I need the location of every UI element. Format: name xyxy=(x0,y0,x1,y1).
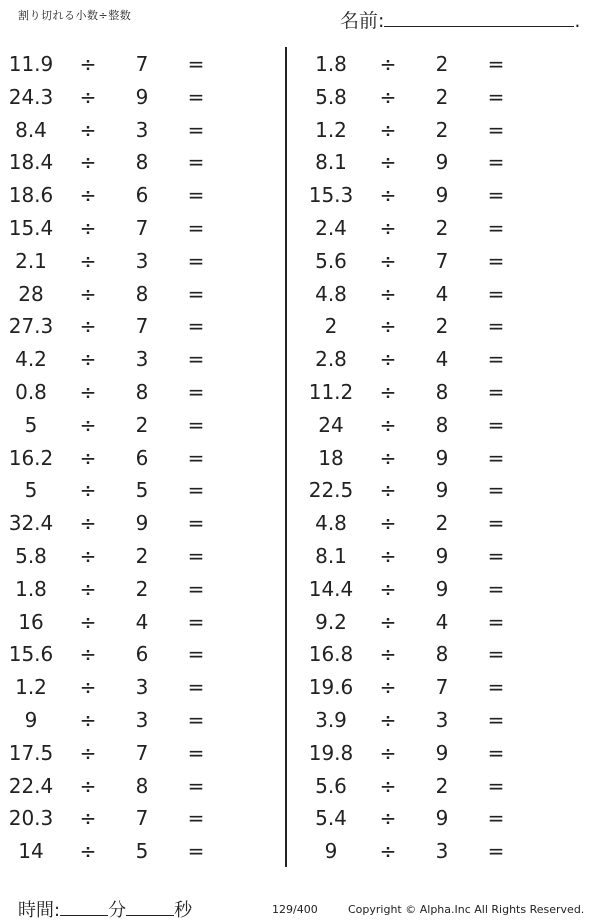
time-label: 時間: xyxy=(18,900,61,921)
division-sign: ÷ xyxy=(79,412,97,437)
equals-sign: = xyxy=(487,675,505,700)
divisor: 7 xyxy=(135,52,149,76)
division-sign: ÷ xyxy=(79,117,97,142)
division-sign: ÷ xyxy=(379,215,397,240)
dividend: 11.9 xyxy=(8,52,54,76)
divisor: 3 xyxy=(435,707,449,732)
problem-row xyxy=(300,802,590,835)
division-sign: ÷ xyxy=(79,576,97,601)
equals-sign: = xyxy=(487,445,505,470)
dividend: 4.8 xyxy=(315,511,347,536)
problem-row xyxy=(0,802,290,835)
dividend: 16.8 xyxy=(308,642,354,667)
division-sign: ÷ xyxy=(79,379,97,404)
problem-row xyxy=(0,671,290,704)
problem-row xyxy=(0,474,290,507)
divisor: 2 xyxy=(435,511,449,536)
equals-sign: = xyxy=(187,773,205,798)
divisor: 9 xyxy=(435,150,449,175)
equals-sign: = xyxy=(487,642,505,667)
dividend: 14 xyxy=(18,839,44,864)
problem-row xyxy=(0,573,290,606)
division-sign: ÷ xyxy=(79,642,97,667)
problem-row xyxy=(300,310,590,343)
problem-row xyxy=(300,81,590,114)
divisor: 9 xyxy=(435,806,449,831)
minutes-label: 分 xyxy=(108,900,127,921)
dividend: 4.8 xyxy=(315,281,347,306)
division-sign: ÷ xyxy=(379,740,397,765)
problem-row xyxy=(0,179,290,212)
divisor: 4 xyxy=(435,609,449,634)
equals-sign: = xyxy=(187,281,205,306)
problem-row xyxy=(0,606,290,639)
equals-sign: = xyxy=(187,642,205,667)
equals-sign: = xyxy=(487,609,505,634)
dividend: 2.1 xyxy=(15,248,47,273)
dividend: 17.5 xyxy=(8,740,54,765)
equals-sign: = xyxy=(187,511,205,536)
name-blank[interactable] xyxy=(384,10,574,27)
dividend: 22.5 xyxy=(308,478,354,503)
divisor: 2 xyxy=(435,84,449,109)
division-sign: ÷ xyxy=(79,84,97,109)
division-sign: ÷ xyxy=(379,839,397,864)
divisor: 8 xyxy=(435,642,449,667)
dividend: 11.2 xyxy=(308,379,354,404)
problem-row xyxy=(300,245,590,278)
divisor: 6 xyxy=(135,183,149,208)
equals-sign: = xyxy=(487,215,505,240)
divisor: 6 xyxy=(135,642,149,667)
dividend: 5 xyxy=(24,478,38,503)
equals-sign: = xyxy=(487,84,505,109)
dividend: 9 xyxy=(324,839,338,864)
equals-sign: = xyxy=(487,281,505,306)
equals-sign: = xyxy=(487,543,505,568)
left-problem-column xyxy=(0,48,290,868)
dividend: 20.3 xyxy=(8,806,54,831)
dividend: 1.8 xyxy=(15,576,47,601)
equals-sign: = xyxy=(187,478,205,503)
problem-row xyxy=(300,114,590,147)
division-sign: ÷ xyxy=(379,117,397,142)
dividend: 2.8 xyxy=(315,347,347,372)
division-sign: ÷ xyxy=(79,707,97,732)
division-sign: ÷ xyxy=(79,150,97,175)
equals-sign: = xyxy=(187,609,205,634)
divisor: 8 xyxy=(435,412,449,437)
divisor: 8 xyxy=(135,281,149,306)
seconds-label: 秒 xyxy=(174,900,193,921)
problem-row xyxy=(300,770,590,803)
page-number: 129/400 xyxy=(272,903,318,916)
equals-sign: = xyxy=(487,52,505,76)
problem-row xyxy=(300,573,590,606)
divisor: 3 xyxy=(135,675,149,700)
division-sign: ÷ xyxy=(79,445,97,470)
division-sign: ÷ xyxy=(379,675,397,700)
problem-row xyxy=(300,212,590,245)
problem-row xyxy=(0,310,290,343)
dividend: 24 xyxy=(318,412,344,437)
equals-sign: = xyxy=(187,379,205,404)
divisor: 7 xyxy=(135,314,149,339)
copyright-text: Copyright © Alpha.Inc All Rights Reserved. xyxy=(348,903,585,916)
division-sign: ÷ xyxy=(79,609,97,634)
divisor: 2 xyxy=(435,117,449,142)
dividend: 2.4 xyxy=(315,215,347,240)
problem-row xyxy=(300,179,590,212)
division-sign: ÷ xyxy=(79,248,97,273)
dividend: 15.3 xyxy=(308,183,354,208)
divisor: 3 xyxy=(135,707,149,732)
problem-row xyxy=(300,835,590,868)
dividend: 8.1 xyxy=(315,150,347,175)
problem-row xyxy=(0,507,290,540)
equals-sign: = xyxy=(187,150,205,175)
division-sign: ÷ xyxy=(79,543,97,568)
divisor: 4 xyxy=(435,281,449,306)
division-sign: ÷ xyxy=(379,511,397,536)
dividend: 14.4 xyxy=(308,576,354,601)
dividend: 32.4 xyxy=(8,511,54,536)
equals-sign: = xyxy=(187,215,205,240)
divisor: 7 xyxy=(435,248,449,273)
problem-row xyxy=(300,278,590,311)
division-sign: ÷ xyxy=(379,445,397,470)
division-sign: ÷ xyxy=(379,707,397,732)
dividend: 19.8 xyxy=(308,740,354,765)
problem-row xyxy=(300,343,590,376)
division-sign: ÷ xyxy=(79,839,97,864)
problem-row xyxy=(300,737,590,770)
division-sign: ÷ xyxy=(379,773,397,798)
division-sign: ÷ xyxy=(79,183,97,208)
divisor: 2 xyxy=(435,773,449,798)
equals-sign: = xyxy=(487,314,505,339)
problem-row xyxy=(0,48,290,81)
divisor: 4 xyxy=(435,347,449,372)
dividend: 4.2 xyxy=(15,347,47,372)
division-sign: ÷ xyxy=(79,773,97,798)
divisor: 2 xyxy=(435,215,449,240)
dividend: 22.4 xyxy=(8,773,54,798)
division-sign: ÷ xyxy=(379,543,397,568)
division-sign: ÷ xyxy=(379,576,397,601)
divisor: 9 xyxy=(435,183,449,208)
dividend: 0.8 xyxy=(15,379,47,404)
divisor: 7 xyxy=(135,806,149,831)
problem-row xyxy=(300,704,590,737)
problem-row xyxy=(0,212,290,245)
problem-row xyxy=(0,146,290,179)
division-sign: ÷ xyxy=(379,314,397,339)
divisor: 5 xyxy=(135,839,149,864)
dividend: 27.3 xyxy=(8,314,54,339)
division-sign: ÷ xyxy=(379,806,397,831)
division-sign: ÷ xyxy=(79,675,97,700)
time-field xyxy=(18,896,192,922)
divisor: 2 xyxy=(435,314,449,339)
equals-sign: = xyxy=(187,707,205,732)
equals-sign: = xyxy=(487,347,505,372)
dividend: 9 xyxy=(24,707,38,732)
problem-row xyxy=(0,737,290,770)
division-sign: ÷ xyxy=(379,642,397,667)
dividend: 1.2 xyxy=(315,117,347,142)
problem-row xyxy=(300,638,590,671)
problem-row xyxy=(0,835,290,868)
division-sign: ÷ xyxy=(379,478,397,503)
equals-sign: = xyxy=(487,773,505,798)
dividend: 5.8 xyxy=(315,84,347,109)
problem-row xyxy=(300,442,590,475)
problem-row xyxy=(0,409,290,442)
problem-row xyxy=(0,245,290,278)
division-sign: ÷ xyxy=(79,314,97,339)
equals-sign: = xyxy=(487,576,505,601)
divisor: 7 xyxy=(135,215,149,240)
problem-row xyxy=(0,343,290,376)
seconds-blank[interactable] xyxy=(126,901,174,916)
problem-row xyxy=(0,376,290,409)
divisor: 9 xyxy=(435,445,449,470)
problem-row xyxy=(0,278,290,311)
divisor: 8 xyxy=(435,379,449,404)
problem-row xyxy=(0,638,290,671)
dividend: 2 xyxy=(324,314,338,339)
dividend: 1.2 xyxy=(15,675,47,700)
worksheet-title: 割り切れる小数÷整数 xyxy=(18,9,132,22)
equals-sign: = xyxy=(187,543,205,568)
division-sign: ÷ xyxy=(79,215,97,240)
equals-sign: = xyxy=(187,740,205,765)
divisor: 2 xyxy=(135,543,149,568)
dividend: 8.4 xyxy=(15,117,47,142)
divisor: 4 xyxy=(135,609,149,634)
equals-sign: = xyxy=(487,511,505,536)
minutes-blank[interactable] xyxy=(60,901,108,916)
division-sign: ÷ xyxy=(79,511,97,536)
equals-sign: = xyxy=(187,183,205,208)
problem-row xyxy=(300,671,590,704)
equals-sign: = xyxy=(487,740,505,765)
divisor: 9 xyxy=(135,84,149,109)
equals-sign: = xyxy=(187,52,205,76)
divisor: 3 xyxy=(135,248,149,273)
equals-sign: = xyxy=(187,84,205,109)
problem-row xyxy=(300,376,590,409)
equals-sign: = xyxy=(487,707,505,732)
equals-sign: = xyxy=(187,117,205,142)
division-sign: ÷ xyxy=(379,248,397,273)
dividend: 18.6 xyxy=(8,183,54,208)
equals-sign: = xyxy=(487,412,505,437)
division-sign: ÷ xyxy=(379,281,397,306)
equals-sign: = xyxy=(187,806,205,831)
divisor: 7 xyxy=(135,740,149,765)
equals-sign: = xyxy=(187,445,205,470)
problem-row xyxy=(300,48,590,81)
problem-row xyxy=(300,606,590,639)
dividend: 1.8 xyxy=(315,52,347,76)
division-sign: ÷ xyxy=(379,412,397,437)
divisor: 9 xyxy=(435,740,449,765)
divisor: 2 xyxy=(135,576,149,601)
divisor: 8 xyxy=(135,773,149,798)
problem-row xyxy=(0,114,290,147)
division-sign: ÷ xyxy=(79,52,97,76)
division-sign: ÷ xyxy=(379,379,397,404)
divisor: 6 xyxy=(135,445,149,470)
dividend: 18 xyxy=(318,445,344,470)
division-sign: ÷ xyxy=(79,347,97,372)
dividend: 24.3 xyxy=(8,84,54,109)
name-field xyxy=(340,6,580,33)
dividend: 5.6 xyxy=(315,248,347,273)
dividend: 16 xyxy=(18,609,44,634)
divisor: 8 xyxy=(135,150,149,175)
equals-sign: = xyxy=(187,347,205,372)
dividend: 5.6 xyxy=(315,773,347,798)
divisor: 3 xyxy=(435,839,449,864)
division-sign: ÷ xyxy=(379,84,397,109)
dividend: 8.1 xyxy=(315,543,347,568)
division-sign: ÷ xyxy=(79,740,97,765)
dividend: 16.2 xyxy=(8,445,54,470)
equals-sign: = xyxy=(187,412,205,437)
divisor: 2 xyxy=(435,52,449,76)
division-sign: ÷ xyxy=(79,478,97,503)
dividend: 3.9 xyxy=(315,707,347,732)
equals-sign: = xyxy=(187,248,205,273)
equals-sign: = xyxy=(487,806,505,831)
equals-sign: = xyxy=(187,839,205,864)
division-sign: ÷ xyxy=(379,183,397,208)
problem-row xyxy=(0,770,290,803)
dividend: 5 xyxy=(24,412,38,437)
divisor: 9 xyxy=(435,576,449,601)
division-sign: ÷ xyxy=(379,150,397,175)
problem-row xyxy=(300,146,590,179)
division-sign: ÷ xyxy=(379,347,397,372)
dividend: 5.4 xyxy=(315,806,347,831)
problem-row xyxy=(300,507,590,540)
dividend: 28 xyxy=(18,281,44,306)
divisor: 5 xyxy=(135,478,149,503)
equals-sign: = xyxy=(187,675,205,700)
name-end-mark: . xyxy=(574,10,581,32)
divisor: 9 xyxy=(435,543,449,568)
equals-sign: = xyxy=(487,839,505,864)
dividend: 9.2 xyxy=(315,609,347,634)
dividend: 15.6 xyxy=(8,642,54,667)
problem-row xyxy=(300,474,590,507)
dividend: 19.6 xyxy=(308,675,354,700)
problem-row xyxy=(0,704,290,737)
divisor: 2 xyxy=(135,412,149,437)
equals-sign: = xyxy=(487,478,505,503)
equals-sign: = xyxy=(187,576,205,601)
problem-row xyxy=(300,540,590,573)
dividend: 18.4 xyxy=(8,150,54,175)
equals-sign: = xyxy=(487,183,505,208)
division-sign: ÷ xyxy=(79,806,97,831)
equals-sign: = xyxy=(487,117,505,142)
equals-sign: = xyxy=(187,314,205,339)
division-sign: ÷ xyxy=(79,281,97,306)
dividend: 15.4 xyxy=(8,215,54,240)
divisor: 9 xyxy=(435,478,449,503)
dividend: 5.8 xyxy=(15,543,47,568)
division-sign: ÷ xyxy=(379,52,397,76)
problem-row xyxy=(0,442,290,475)
divisor: 3 xyxy=(135,117,149,142)
right-problem-column xyxy=(300,48,590,868)
name-label: 名前: xyxy=(340,10,385,32)
problem-row xyxy=(0,540,290,573)
divisor: 3 xyxy=(135,347,149,372)
divisor: 8 xyxy=(135,379,149,404)
equals-sign: = xyxy=(487,150,505,175)
divisor: 9 xyxy=(135,511,149,536)
problem-row xyxy=(300,409,590,442)
equals-sign: = xyxy=(487,379,505,404)
problem-row xyxy=(0,81,290,114)
division-sign: ÷ xyxy=(379,609,397,634)
divisor: 7 xyxy=(435,675,449,700)
equals-sign: = xyxy=(487,248,505,273)
